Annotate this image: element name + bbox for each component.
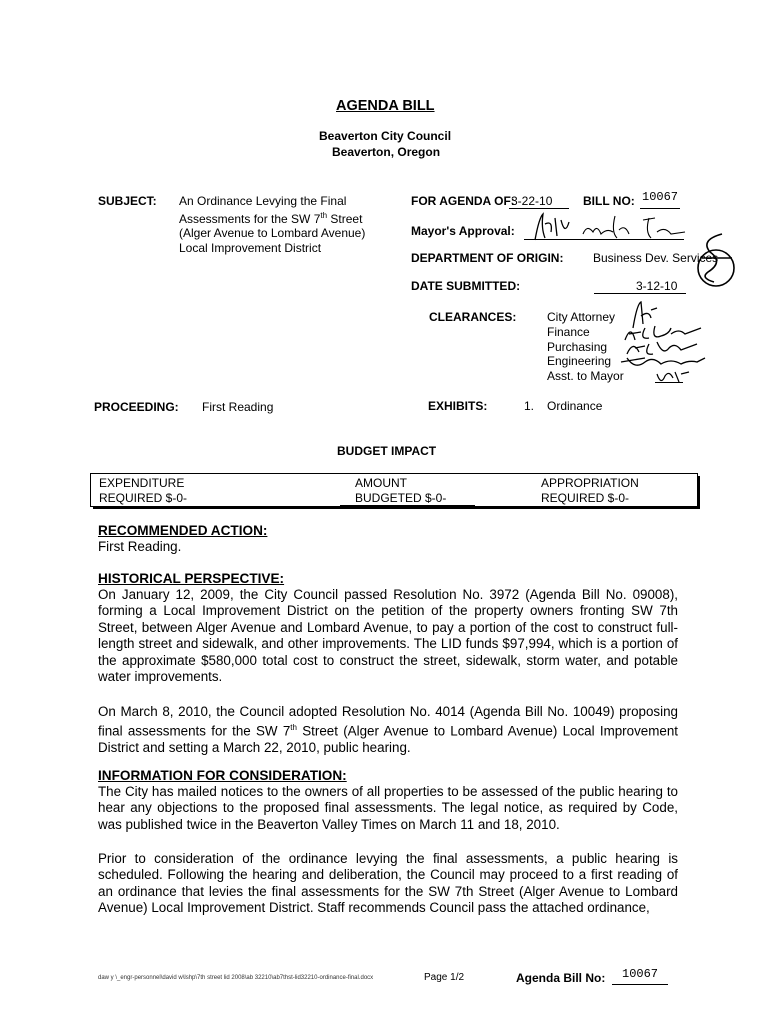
proceeding-value: First Reading xyxy=(202,400,274,414)
information-heading: INFORMATION FOR CONSIDERATION: xyxy=(98,768,347,783)
historical-paragraph-1: On January 12, 2009, the City Council passed Resolution No. 3972 (Agenda Bill No. 09008), forming a Local Improvement District on the petition of the property owners fronting SW 7th Street, between Alger Avenue and Lombard Avenue, to pay a portion of the cost to construct full-length street and sidewalk, and other improvements. The LID funds $97,994, which is a portion of the approximate $580,000 total cost to construct the street, sidewalk, storm water, and potable water improvements. xyxy=(98,587,678,685)
footer-bill-value: 10067 xyxy=(622,967,659,981)
footer-bill-label: Agenda Bill No: xyxy=(516,971,606,985)
department-value: Business Dev. Services xyxy=(593,251,719,265)
recommended-heading: RECOMMENDED ACTION: xyxy=(98,523,268,538)
information-paragraph-1: The City has mailed notices to the owners of all properties to be assessed of the public hearing to hear any objections to the proposed final assessments. The legal notice, as required by Code, was published twice in the Beaverton Valley Times on March 11 and 18, 2010. xyxy=(98,784,678,832)
mayor-approval-label: Mayor's Approval: xyxy=(411,224,515,238)
bill-no-underline xyxy=(640,208,680,209)
footer-file-path: daw y \_engr-personnel\david w\lshp\7th street lid 2008\ab 32210\ab7thst-lid32210-ordinance-final.docx xyxy=(98,975,374,981)
clearance-item: Engineering xyxy=(547,354,612,369)
date-submitted-value: 3-12-10 xyxy=(636,279,678,293)
clearance-item: Finance xyxy=(547,324,590,339)
subject-text xyxy=(179,194,365,255)
date-submitted-underline xyxy=(594,293,686,294)
clearance-item: Asst. to Mayor xyxy=(547,369,624,384)
page-title: AGENDA BILL xyxy=(336,98,435,114)
clearance-item: City Attorney xyxy=(547,310,616,324)
recommended-text: First Reading. xyxy=(98,539,182,554)
budget-shadow-bottom xyxy=(93,507,700,509)
department-label: DEPARTMENT OF ORIGIN: xyxy=(411,251,564,265)
information-paragraph-2: Prior to consideration of the ordinance levying the final assessments, a public hearing is scheduled. Following the hearing and deliberation, the Council may proceed to a first reading of an ordinance that levies the final assessments for the SW 7th Street (Alger Avenue to Lombard Avenue) Local Improvement District. Staff recommends Council pass the attached ordinance, xyxy=(98,851,678,916)
mayor-approval-underline xyxy=(524,239,684,240)
asst-mayor-underline xyxy=(655,382,683,383)
clearance-item: Purchasing xyxy=(547,339,608,354)
department-stamp-signature xyxy=(688,228,748,292)
budget-table xyxy=(90,473,698,507)
subject-label: SUBJECT: xyxy=(98,194,157,208)
historical-paragraph-2: On March 8, 2010, the Council adopted Resolution No. 4014 (Agenda Bill No. 10049) proposing final assessments for the SW 7th Street (Alger Avenue to Lombard Avenue) Local Improvement District and setting a March 22, 2010, public hearing. xyxy=(98,704,678,756)
for-agenda-label: FOR AGENDA OF: xyxy=(411,194,515,208)
date-submitted-label: DATE SUBMITTED: xyxy=(411,279,521,293)
subject-line-3: (Alger Avenue to Lombard Avenue) xyxy=(179,226,366,241)
org-name: Beaverton City Council xyxy=(319,129,452,143)
exhibits-label: EXHIBITS: xyxy=(428,399,488,413)
org-location: Beaverton, Oregon xyxy=(332,145,441,159)
proceeding-label: PROCEEDING: xyxy=(94,400,179,414)
budget-amount-underline xyxy=(340,505,475,506)
subject-line-4: Local Improvement District xyxy=(179,240,322,255)
subject-line-1: An Ordinance Levying the Final xyxy=(179,194,347,208)
for-agenda-value: 3-22-10 xyxy=(511,194,553,208)
footer-page-number: Page 1/2 xyxy=(424,972,465,983)
subject-line-2: Assessments for the SW 7th Street xyxy=(179,210,363,226)
budget-heading: BUDGET IMPACT xyxy=(337,444,437,458)
budget-amount: AMOUNT BUDGETED $-0- xyxy=(355,476,447,505)
footer-bill-underline xyxy=(612,984,668,985)
bill-no-label: BILL NO: xyxy=(583,194,635,208)
budget-shadow-right xyxy=(698,476,700,509)
exhibits-value: Ordinance xyxy=(547,399,603,413)
clearance-signatures xyxy=(605,298,735,390)
exhibits-number: 1. xyxy=(524,399,535,413)
bill-no-value: 10067 xyxy=(642,190,679,204)
for-agenda-underline xyxy=(509,208,569,209)
budget-expenditure: EXPENDITURE REQUIRED $-0- xyxy=(99,476,188,505)
clearances-label: CLEARANCES: xyxy=(429,310,517,324)
historical-heading: HISTORICAL PERSPECTIVE: xyxy=(98,571,285,586)
budget-appropriation: APPROPRIATION REQUIRED $-0- xyxy=(541,476,639,505)
